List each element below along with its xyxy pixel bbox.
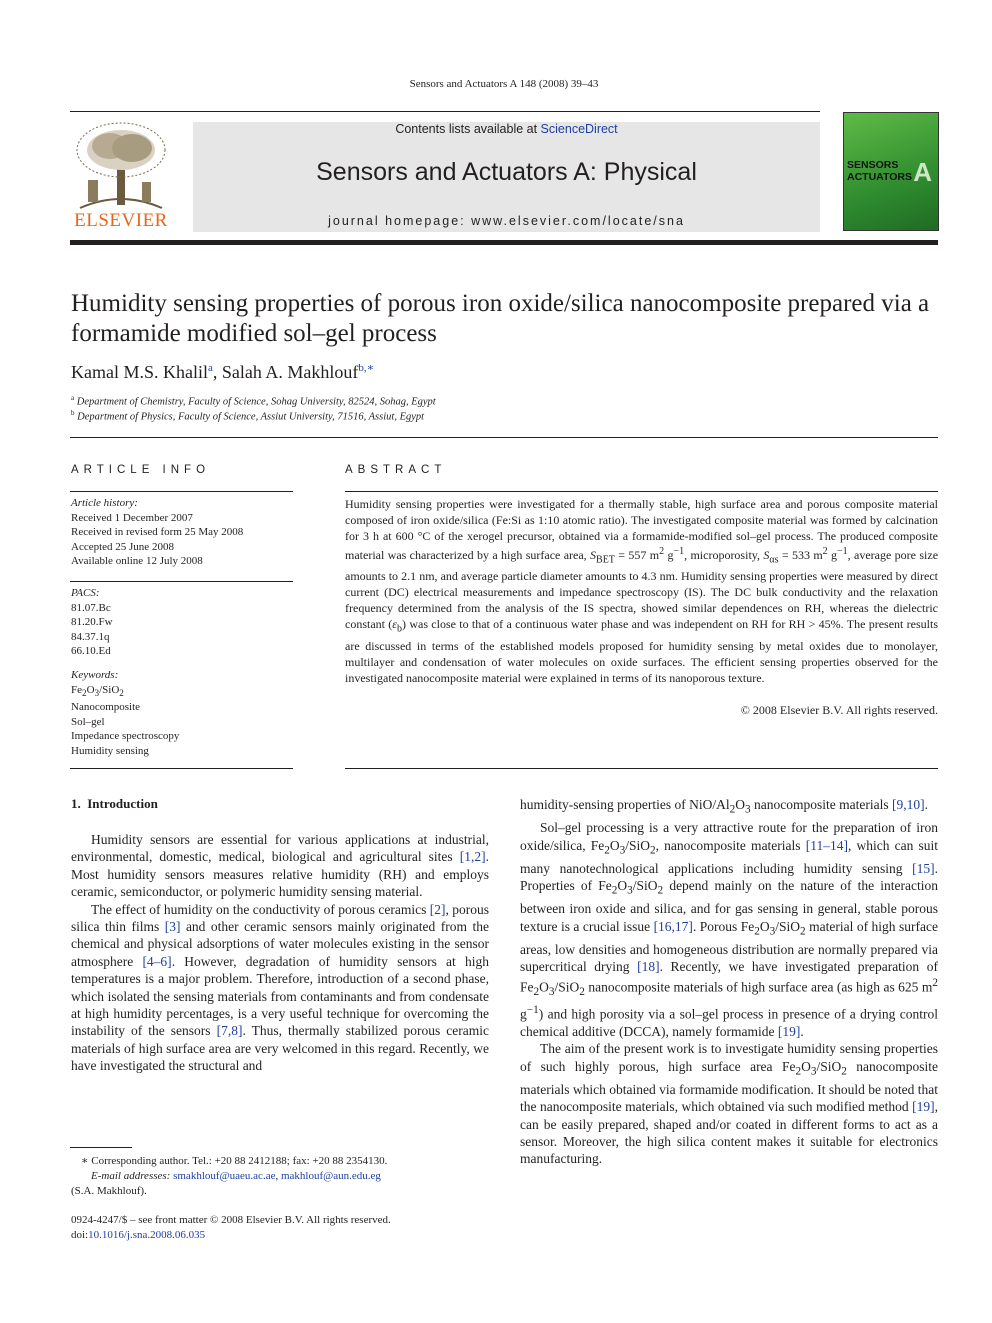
body-paragraph: humidity-sensing properties of NiO/$Al_2O_3$ nanocomposite materials [9,10]. bbox=[520, 797, 928, 816]
citation-link[interactable]: [2] bbox=[429, 901, 446, 917]
elsevier-logo[interactable] bbox=[70, 120, 172, 232]
abstract-heading: ABSTRACT bbox=[345, 464, 447, 476]
contents-line bbox=[193, 122, 820, 136]
citation-link[interactable]: [1,2] bbox=[459, 849, 486, 865]
citation-link[interactable]: [3] bbox=[164, 919, 181, 935]
body-paragraph: The effect of humidity on the conductivity of porous ceramics [2], porous silica thin films [3] and other ceramic sensors mainly originated from the chemical and physical adsorptions of water molecules existing in the sensor atmosphere [4–6]. However, degradation of humidity sensors at high temperatures is a major problem. Therefore, introduction of a second phase, which isolated the sensing materials from contaminants and from condensate at high humidity percentages, is a very useful technique for overcoming the instability of the sensors [7,8]. Thus, thermally stabilized porous ceramic materials of high surface area are very welcomed in this regard. Recently, we have investigated the structural and bbox=[71, 901, 490, 1074]
citation-link[interactable]: [18] bbox=[637, 959, 660, 974]
body-column-left bbox=[71, 831, 489, 1075]
article-history: Article history: Received 1 December 2007 Received in revised form 25 May 2008 Accepted 25 June 2008 Available online 12 July 2008 bbox=[71, 497, 244, 567]
author-affiliation-mark[interactable]: b,∗ bbox=[358, 362, 375, 374]
body-column-right bbox=[520, 796, 938, 1168]
email-link[interactable]: smakhlouf@uaeu.ac.ae bbox=[173, 1170, 276, 1182]
citation-link[interactable]: [16,17] bbox=[653, 918, 693, 934]
citation-link[interactable]: [7,8] bbox=[216, 1023, 243, 1039]
body-paragraph: Sol–gel processing is a very attractive route for the preparation of iron oxide/silica, $Fe_2O_3/SiO_2$, nanocomposite materials [11–14], which can suit many nanotechnological applications including humidity sensing [15]. Properties of $Fe_2O_3/SiO_2$ depend mainly on the nature of the interaction between iron oxide and silica, and for gas sensing in general, stable porous texture is a crucial issue [16,17]. Porous $Fe_2O_3/SiO_2$ material of high surface areas, low densities and homogeneous distribution are normally prepared via supercritical drying [18]. Recently, we have investigated preparation of $Fe_2O_3/SiO_2$ nanocomposite materials of high surface area (as high as 625 $m^2$ $g^{-1}$) and high porosity via a sol–gel process in presence of a drying control chemical additive (DCCA), namely formamide [19]. bbox=[520, 820, 939, 1039]
contents-prefix: Contents lists available at bbox=[395, 122, 541, 136]
citation-link[interactable]: [19] bbox=[912, 1099, 935, 1115]
author-name: Kamal M.S. Khalil bbox=[71, 362, 208, 382]
elsevier-tree-icon bbox=[70, 120, 172, 212]
abstract-text: Humidity sensing properties were investigated for a thermally stable, high surface area and porous composite material composed of iron oxide/silica (Fe:Si as 1:10 atomic ratio). The investigated composite material was formed by calcination for 3 h at 600 °C of the xerogel precursor, obtained via a formamide-modified sol–gel process. The produced composite material was characterized by a high surface area, $S_{BET} = 557$ $m^2$ $g^{-1}$, microporosity, $S_{\alpha s} = 533$ $m^2$ $g^{-1}$, average pore size amounts to 2.1 nm, and average particle diameter amounts to 4.3 nm. Humidity sensing properties were measured by direct current (DC) electrical measurements and impedance spectroscopy (IS). The DC bulk conductivity and the relaxation frequency determined from the analysis of the IS spectra, showed similar dependences on RH, whereas the dielectric constant $(\varepsilon_b)$ was close to that of a continuous water phase and was independent on RH for RH > 45%. The present results are discussed in terms of the established models proposed for humidity sensing by metal oxides due to monolayer, multilayer and condensation of water molecules on oxide surfaces. The efficient sensing properties observed for the investigated nanocomposite material were explained in terms of its nanoporous texture. bbox=[345, 497, 939, 685]
pacs-list: PACS: 81.07.Bc 81.20.Fw 84.37.1q 66.10.Ed bbox=[71, 587, 113, 657]
abstract-bottom-rule bbox=[345, 768, 938, 769]
citation-link[interactable]: [11–14] bbox=[805, 837, 848, 853]
author-name: Salah A. Makhlouf bbox=[221, 362, 359, 382]
journal-banner bbox=[193, 122, 820, 232]
body-paragraph: The aim of the present work is to investigate humidity sensing properties of such highly porous, high surface area $Fe_2O_3/SiO_2$ nanocomposite materials which obtained via formamide modification. It should be noted that the nanocomposite materials, which obtained via such modified method [19], can be easily prepared, shaped and/or coated in different forms to act as a sensor. Moreover, the high silica content makes it suitable for electronics manufacturing. bbox=[520, 1041, 939, 1167]
keyword-item: $Fe_2O_3/SiO_2$ bbox=[71, 683, 124, 698]
sciencedirect-link[interactable]: ScienceDirect bbox=[540, 122, 618, 136]
keyword-item: Humidity sensing bbox=[71, 744, 149, 757]
journal-homepage[interactable]: journal homepage: www.elsevier.com/locate/sna bbox=[328, 214, 685, 228]
cover-title: SENSORS ACTUATORS bbox=[847, 159, 912, 183]
journal-citation: Sensors and Actuators A 148 (2008) 39–43 bbox=[409, 78, 599, 90]
doi-link[interactable]: 10.1016/j.sna.2008.06.035 bbox=[88, 1229, 206, 1241]
citation-link[interactable]: [19] bbox=[777, 1023, 801, 1039]
affiliation-a: $^a$ Department of Chemistry, Faculty of Science, Sohag University, 82524, Sohag, Egypt bbox=[71, 394, 436, 408]
affiliation-b: $^b$ Department of Physics, Faculty of Science, Assiut University, 71516, Assiut, Egypt bbox=[71, 409, 425, 423]
issn-line: 0924-4247/$ – see front matter © 2008 Elsevier B.V. All rights reserved. doi:10.1016/j.sna.2008.06.035 bbox=[71, 1214, 391, 1241]
abstract-copyright: © 2008 Elsevier B.V. All rights reserved. bbox=[740, 703, 938, 717]
footnote-rule bbox=[70, 1147, 132, 1148]
corresponding-author-footnote: ∗ Corresponding author. Tel.: +20 88 2412188; fax: +20 88 2354130. E-mail addresses: smakhlouf@uaeu.ac.ae, makhlouf@aun.edu.eg (S.A. Makhlouf). bbox=[71, 1155, 388, 1197]
keyword-item: Sol–gel bbox=[71, 715, 105, 728]
article-info-rule bbox=[70, 581, 293, 582]
article-info-rule bbox=[70, 768, 293, 769]
elsevier-wordmark: ELSEVIER bbox=[74, 210, 168, 231]
section-rule bbox=[70, 437, 938, 438]
body-paragraph: Humidity sensors are essential for various applications at industrial, environmental, domestic, medical, biological and agricultural sites [1,2]. Most humidity sensors measures relative humidity (RH) and employs ceramic, semiconductor, or polymeric humidity sensing material. bbox=[71, 832, 489, 900]
article-info-heading: ARTICLE INFO bbox=[71, 464, 211, 476]
keywords-list: Keywords: $Fe_2O_3/SiO_2$ Nanocomposite Sol–gel Impedance spectroscopy Humidity sensing bbox=[71, 668, 293, 758]
header-rule bbox=[70, 111, 820, 112]
author-affiliation-mark[interactable]: a bbox=[208, 362, 213, 374]
keyword-item: Nanocomposite bbox=[71, 701, 141, 714]
journal-cover-thumbnail[interactable] bbox=[843, 112, 939, 231]
abstract-rule bbox=[345, 491, 938, 492]
header-thick-rule bbox=[70, 240, 938, 245]
citation-link[interactable]: [4–6] bbox=[142, 953, 172, 969]
article-title: Humidity sensing properties of porous iron oxide/silica nanocomposite prepared via a formamide modified sol–gel process bbox=[71, 290, 930, 347]
journal-title: Sensors and Actuators A: Physical bbox=[316, 158, 697, 186]
cover-letter: A bbox=[913, 157, 932, 187]
citation-link[interactable]: [15] bbox=[912, 860, 935, 876]
keyword-item: Impedance spectroscopy bbox=[71, 730, 180, 743]
author-list: Kamal M.S. Khalil$^a$, Salah A. Makhlouf$^{b,∗}$ bbox=[71, 362, 375, 382]
section-heading-introduction: 1. Introduction bbox=[71, 796, 158, 811]
article-info-rule bbox=[70, 491, 293, 492]
email-link[interactable]: makhlouf@aun.edu.eg bbox=[280, 1170, 381, 1182]
citation-link[interactable]: [9,10] bbox=[891, 797, 925, 812]
